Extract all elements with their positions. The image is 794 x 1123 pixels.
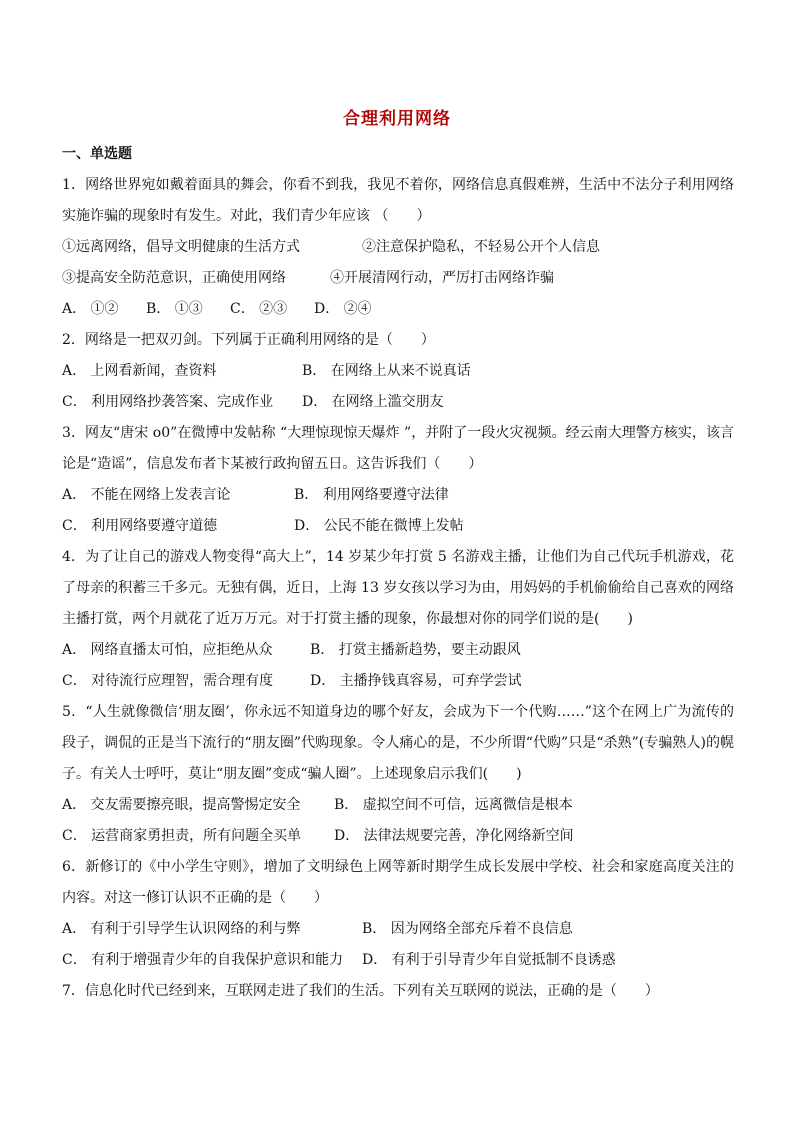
question-3 (62, 418, 734, 542)
question-6 (62, 852, 734, 976)
question-1-text: 1．网络世界宛如戴着面具的舞会，你看不到我，我见不着你，网络信息真假难辨，生活中不法分子利用网络实施诈骗的现象时有发生。对此，我们青少年应该 （ ） (62, 177, 734, 224)
option-a: A． ①② (62, 301, 119, 317)
question-1-statements-row-2 (62, 263, 734, 294)
question-4 (62, 542, 734, 697)
question-5-options-row-2 (62, 821, 734, 852)
option-a: A． 上网看新闻，查资料 (62, 363, 217, 379)
option-b: B． 虚拟空间不可信，远离微信是根本 (334, 797, 573, 813)
option-b: B． ①③ (146, 301, 203, 317)
question-3-options-row-1 (62, 480, 734, 511)
option-b: B． 在网络上从来不说真话 (302, 363, 471, 379)
question-3-text: 3．网友“唐宋 o0”在微博中发帖称 “大理惊现惊天爆炸 ”，并附了一段火灾视频。经云南大理警方核实，该言论是“造谣”，信息发布者卞某被行政拘留五日。这告诉我们（ ） (62, 425, 734, 472)
option-c: C． 利用网络要遵守道德 (62, 518, 218, 534)
option-a: A． 网络直播太可怕，应拒绝从众 (62, 642, 273, 658)
statement-1: ①远离网络，倡导文明健康的生活方式 (62, 239, 300, 255)
option-c: C． 有利于增强青少年的自我保护意识和能力 (62, 952, 344, 968)
statement-3: ③提高安全防范意识，正确使用网络 (62, 270, 286, 286)
option-d: D． 有利于引导青少年自觉抵制不良诱惑 (362, 952, 616, 968)
option-a: A． 有利于引导学生认识网络的利与弊 (62, 921, 301, 937)
statement-4: ④开展清网行动，严厉打击网络诈骗 (330, 270, 554, 286)
statement-2: ②注意保护隐私，不轻易公开个人信息 (362, 239, 600, 255)
question-1 (62, 170, 734, 325)
question-7 (62, 976, 734, 1007)
option-a: A． 不能在网络上发表言论 (62, 487, 231, 503)
question-3-options-row-2 (62, 511, 734, 542)
option-d: D． 主播挣钱真容易，可弃学尝试 (310, 673, 522, 689)
question-5-text: 5．“人生就像微信‘朋友圈’，你永远不知道身边的哪个好友，会成为下一个代购……”这个在网上广为流传的段子，调侃的正是当下流行的“朋友圈”代购现象。令人痛心的是，不少所谓“代购”只是“杀熟”(专骗熟人)的幌子。有关人士呼吁，莫让“朋友圈”变成“骗人圈”。上述现象启示我们( ) (62, 704, 734, 782)
option-c: C． ②③ (230, 301, 288, 317)
option-a: A． 交友需要擦亮眼，提高警惕定安全 (62, 797, 301, 813)
question-5-options-row-1 (62, 790, 734, 821)
option-d: D． 公民不能在微博上发帖 (294, 518, 464, 534)
option-d: D． 在网络上滥交朋友 (302, 394, 444, 410)
option-c: C． 利用网络抄袭答案、完成作业 (62, 394, 274, 410)
page-title: 合理利用网络 (343, 109, 451, 129)
option-b: B． 利用网络要遵守法律 (294, 487, 449, 503)
question-2 (62, 325, 734, 418)
question-list (62, 170, 734, 1007)
question-4-options-row-1 (62, 635, 734, 666)
option-b: B． 因为网络全部充斥着不良信息 (362, 921, 573, 937)
question-4-options-row-2 (62, 666, 734, 697)
question-7-text: 7．信息化时代已经到来，互联网走进了我们的生活。下列有关互联网的说法，正确的是（ ） (62, 983, 659, 999)
option-c: C． 对待流行应理智，需合理有度 (62, 673, 274, 689)
question-2-options-row-1 (62, 356, 734, 387)
option-c: C． 运营商家勇担责，所有问题全买单 (62, 828, 302, 844)
question-2-text: 2．网络是一把双刃剑。下列属于正确利用网络的是（ ） (62, 332, 435, 348)
question-6-text: 6．新修订的《中小学生守则》，增加了文明绿色上网等新时期学生成长发展中学校、社会和家庭高度关注的内容。对这一修订认识不正确的是（ ） (62, 859, 734, 906)
question-6-options-row-2 (62, 945, 734, 976)
question-4-text: 4．为了让自己的游戏人物变得“高大上”，14 岁某少年打赏 5 名游戏主播，让他们为自己代玩手机游戏，花了母亲的积蓄三千多元。无独有偶，近日，上海 13 岁女孩以学习为由，用妈妈的手机偷偷给自己喜欢的网络主播打赏，两个月就花了近万万元。对于打赏主播的现象，你最想对你的同学们说的是( ) (62, 549, 734, 627)
option-d: D． ②④ (314, 301, 372, 317)
question-5 (62, 697, 734, 852)
question-2-options-row-2 (62, 387, 734, 418)
option-b: B． 打赏主播新趋势，要主动跟风 (310, 642, 521, 658)
question-1-statements-row-1 (62, 232, 734, 263)
option-d: D． 法律法规要完善，净化网络新空间 (334, 828, 574, 844)
section-heading: 一、单选题 (62, 146, 132, 162)
question-6-options-row-1 (62, 914, 734, 945)
question-1-options (62, 294, 734, 325)
